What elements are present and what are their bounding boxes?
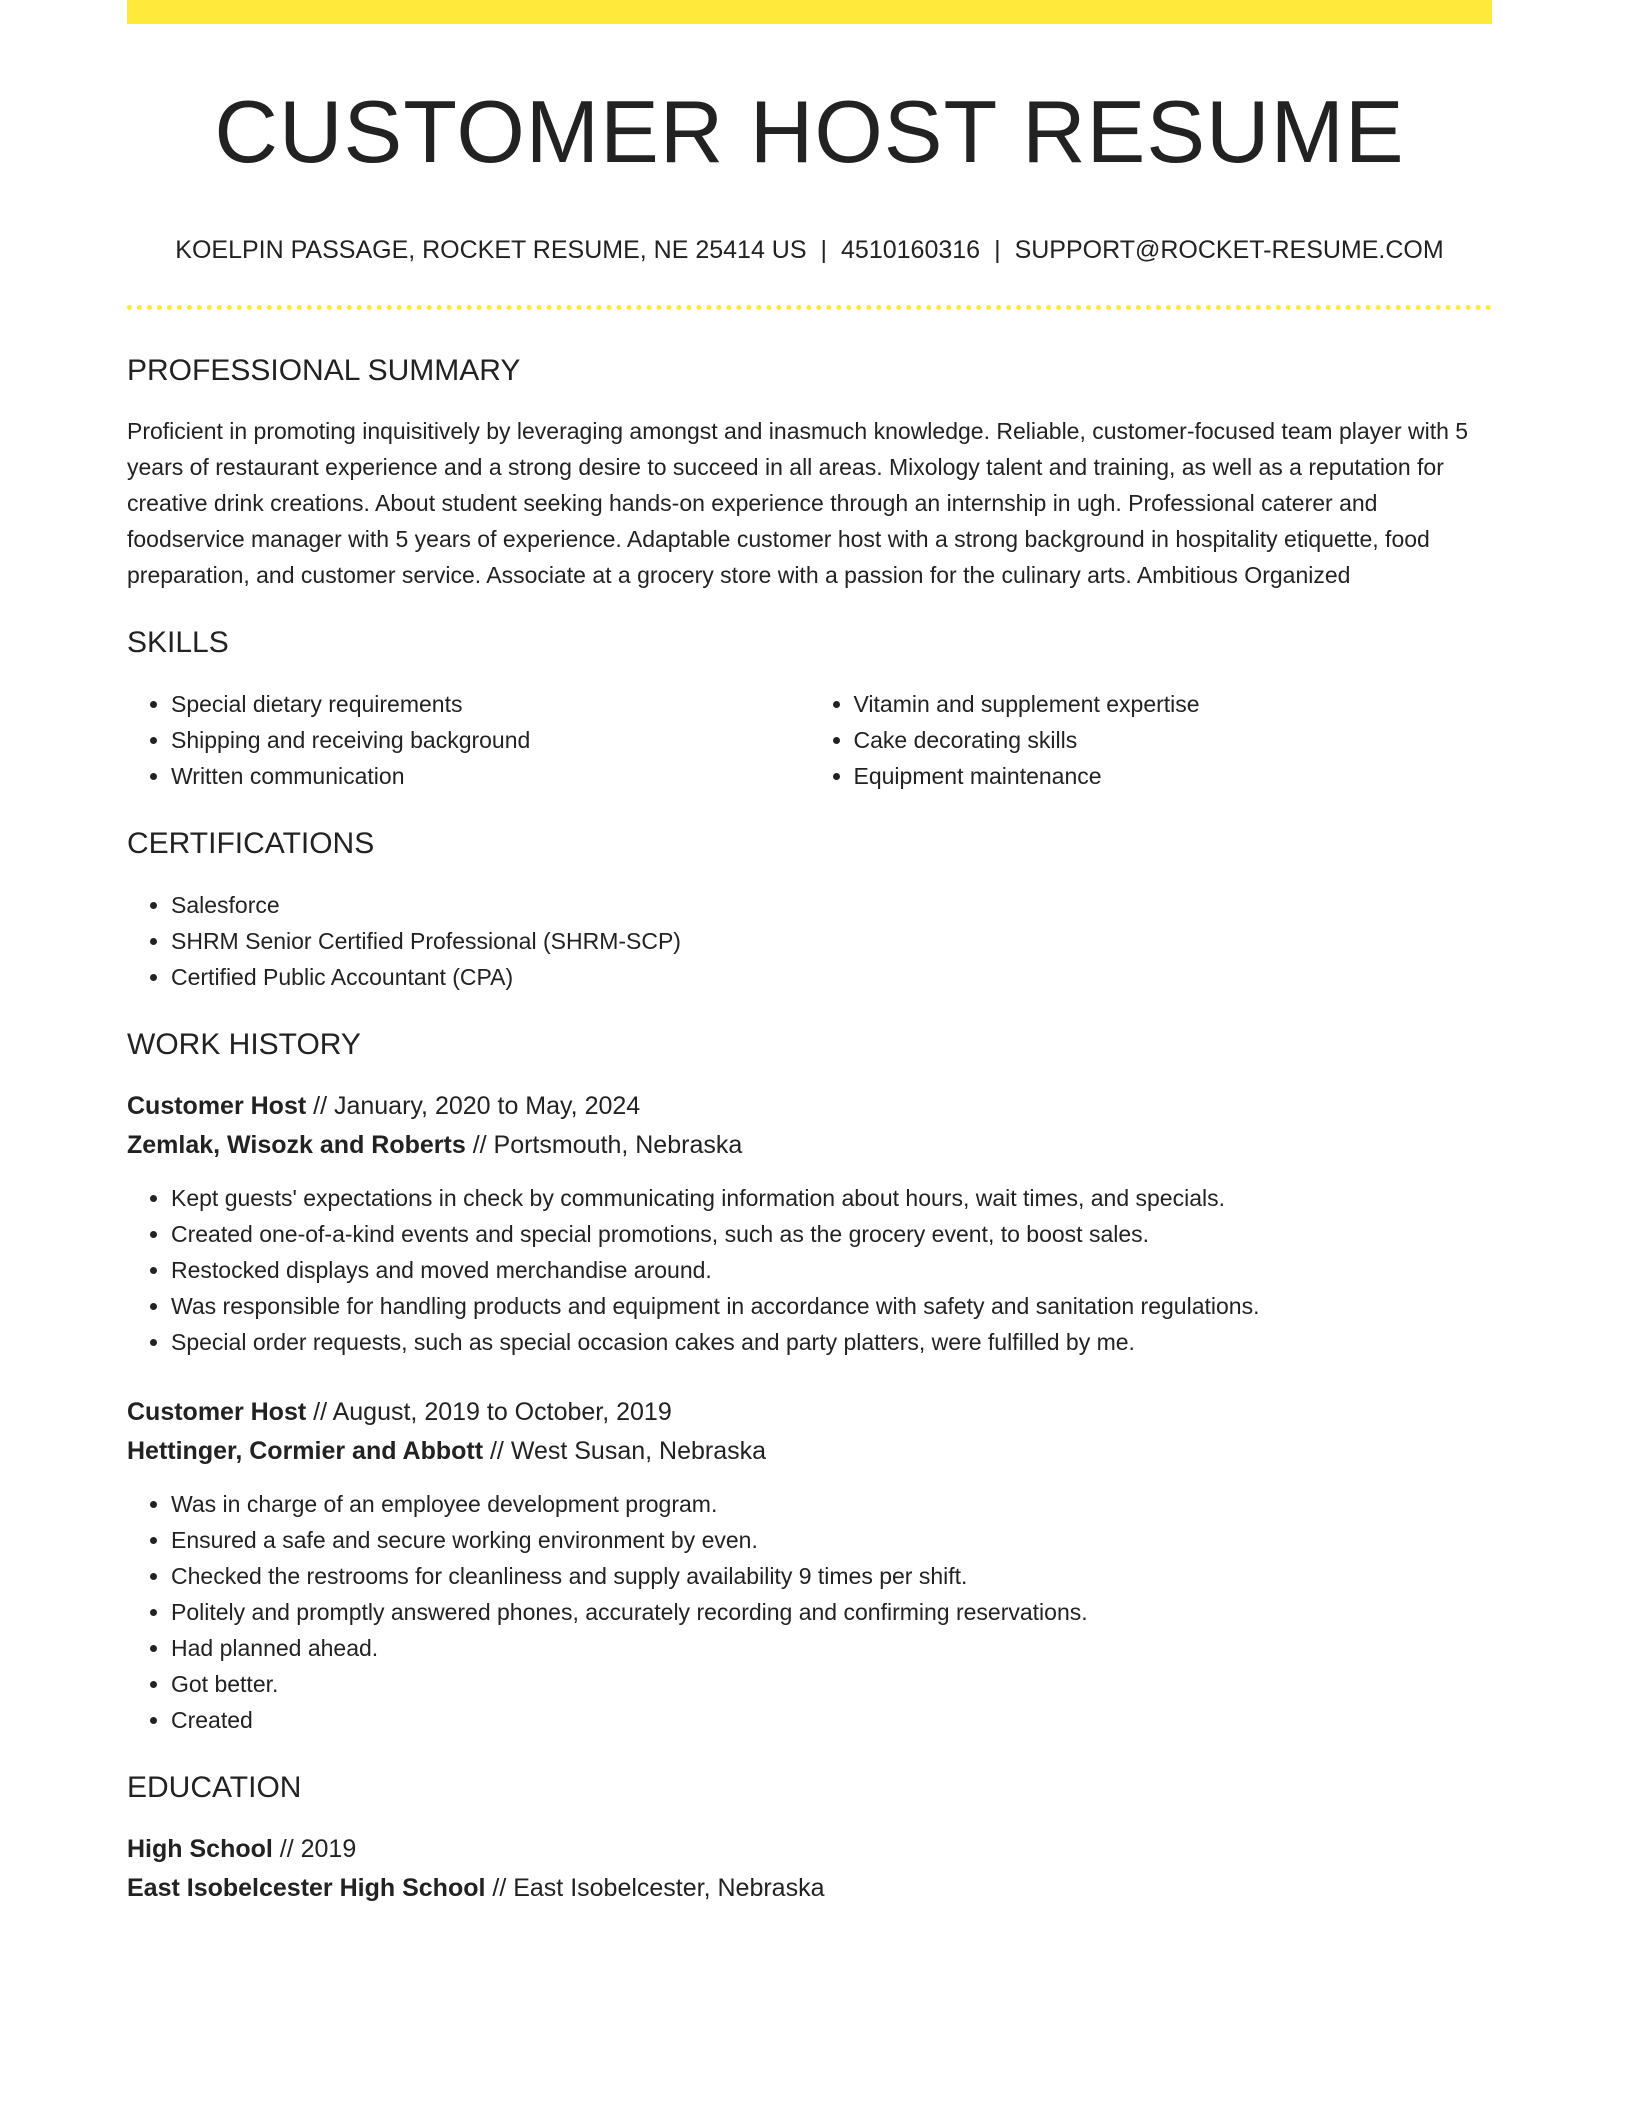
job-duty-item: • Kept guests' expectations in check by communicating information about hours, wait times, and specials. xyxy=(171,1180,1492,1216)
job-duty-item: • Checked the restrooms for cleanliness and supply availability 9 times per shift. xyxy=(171,1558,1492,1594)
job-duties-list xyxy=(127,1180,1492,1360)
certifications-heading: CERTIFICATIONS xyxy=(127,826,375,860)
education-heading: EDUCATION xyxy=(127,1770,302,1804)
education-degree-line xyxy=(127,1830,1492,1869)
job-duty-item: • Got better. xyxy=(171,1666,1492,1702)
certification-item: • Salesforce xyxy=(171,887,1492,923)
skill-item: • Special dietary requirements xyxy=(171,686,810,722)
contact-separator: | xyxy=(820,235,828,264)
resume-title: CUSTOMER HOST RESUME xyxy=(214,82,1405,181)
contact-line xyxy=(127,235,1492,265)
job-duty-item: • Restocked displays and moved merchandise around. xyxy=(171,1252,1492,1288)
education-school-line xyxy=(127,1869,1492,1908)
contact-address: KOELPIN PASSAGE, ROCKET RESUME, NE 25414 US xyxy=(175,235,807,264)
job-duty-item: • Ensured a safe and secure working environment by even. xyxy=(171,1522,1492,1558)
education-location: // East Isobelcester, Nebraska xyxy=(485,1873,825,1902)
education-degree: High School xyxy=(127,1834,273,1863)
skills-columns xyxy=(127,686,1492,794)
job-duty-item: • Special order requests, such as special occasion cakes and party platters, were fulfilled by me. xyxy=(171,1324,1492,1360)
certification-item: • SHRM Senior Certified Professional (SHRM-SCP) xyxy=(171,923,1492,959)
job-dates: // August, 2019 to October, 2019 xyxy=(306,1397,672,1426)
job-company: Zemlak, Wisozk and Roberts xyxy=(127,1130,466,1159)
work-history-heading: WORK HISTORY xyxy=(127,1027,361,1061)
job-company-line xyxy=(127,1432,1492,1471)
summary-heading: PROFESSIONAL SUMMARY xyxy=(127,353,521,387)
job-title: Customer Host xyxy=(127,1397,307,1426)
skill-item: • Shipping and receiving background xyxy=(171,722,810,758)
skill-item: • Cake decorating skills xyxy=(854,722,1493,758)
education-school: East Isobelcester High School xyxy=(127,1873,486,1902)
top-accent-bar xyxy=(127,0,1492,24)
skill-item: • Written communication xyxy=(171,758,810,794)
dotted-divider xyxy=(127,305,1492,310)
job-duty-item: • Was in charge of an employee development program. xyxy=(171,1486,1492,1522)
job-duty-item: • Was responsible for handling products and equipment in accordance with safety and sanitation regulations. xyxy=(171,1288,1492,1324)
job-duty-item: • Created xyxy=(171,1702,1492,1738)
job-company-line xyxy=(127,1126,1492,1165)
job-location: // West Susan, Nebraska xyxy=(483,1436,767,1465)
skills-list-left xyxy=(127,686,810,794)
job-company: Hettinger, Cormier and Abbott xyxy=(127,1436,484,1465)
job-duties-list xyxy=(127,1486,1492,1738)
contact-phone: 4510160316 xyxy=(841,235,981,264)
job-duty-item: • Created one-of-a-kind events and special promotions, such as the grocery event, to boost sales. xyxy=(171,1216,1492,1252)
skills-heading: SKILLS xyxy=(127,625,229,659)
job-title-line xyxy=(127,1393,1492,1432)
skill-item: • Equipment maintenance xyxy=(854,758,1493,794)
education-year: // 2019 xyxy=(272,1834,357,1863)
job-dates: // January, 2020 to May, 2024 xyxy=(306,1091,641,1120)
contact-email: SUPPORT@ROCKET-RESUME.COM xyxy=(1014,235,1444,264)
job-location: // Portsmouth, Nebraska xyxy=(465,1130,743,1159)
summary-text: Proficient in promoting inquisitively by leveraging amongst and inasmuch knowledge. Reliable, customer-focused team player with 5 years of restaurant experience and a strong desire to succeed in all areas. Mixology talent and training, as well as a reputation for creative drink creations. About student seeking hands-on experience through an internship in ugh. Professional caterer and foodservice manager with 5 years of experience. Adaptable customer host with a strong background in hospitality etiquette, food preparation, and customer service. Associate at a grocery store with a passion for the culinary arts. Ambitious Organized xyxy=(127,417,1469,588)
job-title-line xyxy=(127,1087,1492,1126)
job-duty-item: • Had planned ahead. xyxy=(171,1630,1492,1666)
skill-item: • Vitamin and supplement expertise xyxy=(854,686,1493,722)
contact-separator: | xyxy=(994,235,1001,264)
certifications-list xyxy=(127,887,1492,995)
certification-item: • Certified Public Accountant (CPA) xyxy=(171,959,1492,995)
skills-list-right xyxy=(810,686,1493,794)
job-title: Customer Host xyxy=(127,1091,307,1120)
job-duty-item: • Politely and promptly answered phones, accurately recording and confirming reservations. xyxy=(171,1594,1492,1630)
resume-page xyxy=(127,0,1492,1908)
